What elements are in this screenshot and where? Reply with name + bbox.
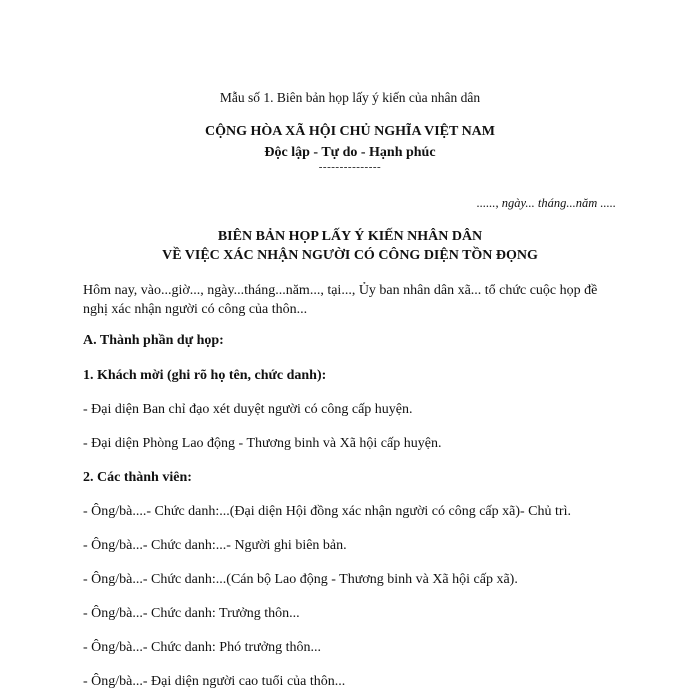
member-item: - Ông/bà...- Chức danh: Trưởng thôn... [83, 606, 300, 621]
member-item: - Ông/bà...- Chức danh: Phó trưởng thôn... [83, 640, 321, 655]
document-title-line1: BIÊN BẢN HỌP LẤY Ý KIẾN NHÂN DÂN [217, 229, 483, 244]
section-a-heading: A. Thành phần dự họp: [83, 333, 224, 348]
member-item: - Ông/bà....- Chức danh:...(Đại diện Hội đồng xác nhận người có công cấp xã)- Chủ trì. [83, 504, 571, 519]
intro-paragraph: Hôm nay, vào...giờ..., ngày...tháng...năm..., tại..., Ủy ban nhân dân xã... tổ chức cuộc họp đề nghị xác nhận người có công của thôn... [83, 283, 598, 317]
motto-underline: --------------- [318, 161, 382, 173]
member-item: - Ông/bà...- Chức danh:...(Cán bộ Lao động - Thương binh và Xã hội cấp xã). [83, 572, 518, 587]
dateline: ......, ngày... tháng...năm ..... [476, 196, 616, 210]
country-name: CỘNG HÒA XÃ HỘI CHỦ NGHĨA VIỆT NAM [204, 124, 495, 139]
template-label: Mẫu số 1. Biên bản họp lấy ý kiến của nhân dân [219, 90, 481, 105]
document-title-line2: VỀ VIỆC XÁC NHẬN NGƯỜI CÓ CÔNG DIỆN TỒN ĐỌNG [162, 248, 538, 263]
guest-item: - Đại diện Ban chỉ đạo xét duyệt người có công cấp huyện. [83, 402, 413, 417]
member-item: - Ông/bà...- Chức danh:...- Người ghi biên bản. [83, 538, 347, 553]
member-item: - Ông/bà...- Đại diện người cao tuổi của thôn... [83, 674, 346, 689]
section-2-heading: 2. Các thành viên: [83, 470, 192, 485]
section-1-heading: 1. Khách mời (ghi rõ họ tên, chức danh): [83, 368, 327, 383]
national-motto: Độc lập - Tự do - Hạnh phúc [264, 145, 436, 160]
guest-item: - Đại diện Phòng Lao động - Thương binh và Xã hội cấp huyện. [83, 436, 442, 451]
